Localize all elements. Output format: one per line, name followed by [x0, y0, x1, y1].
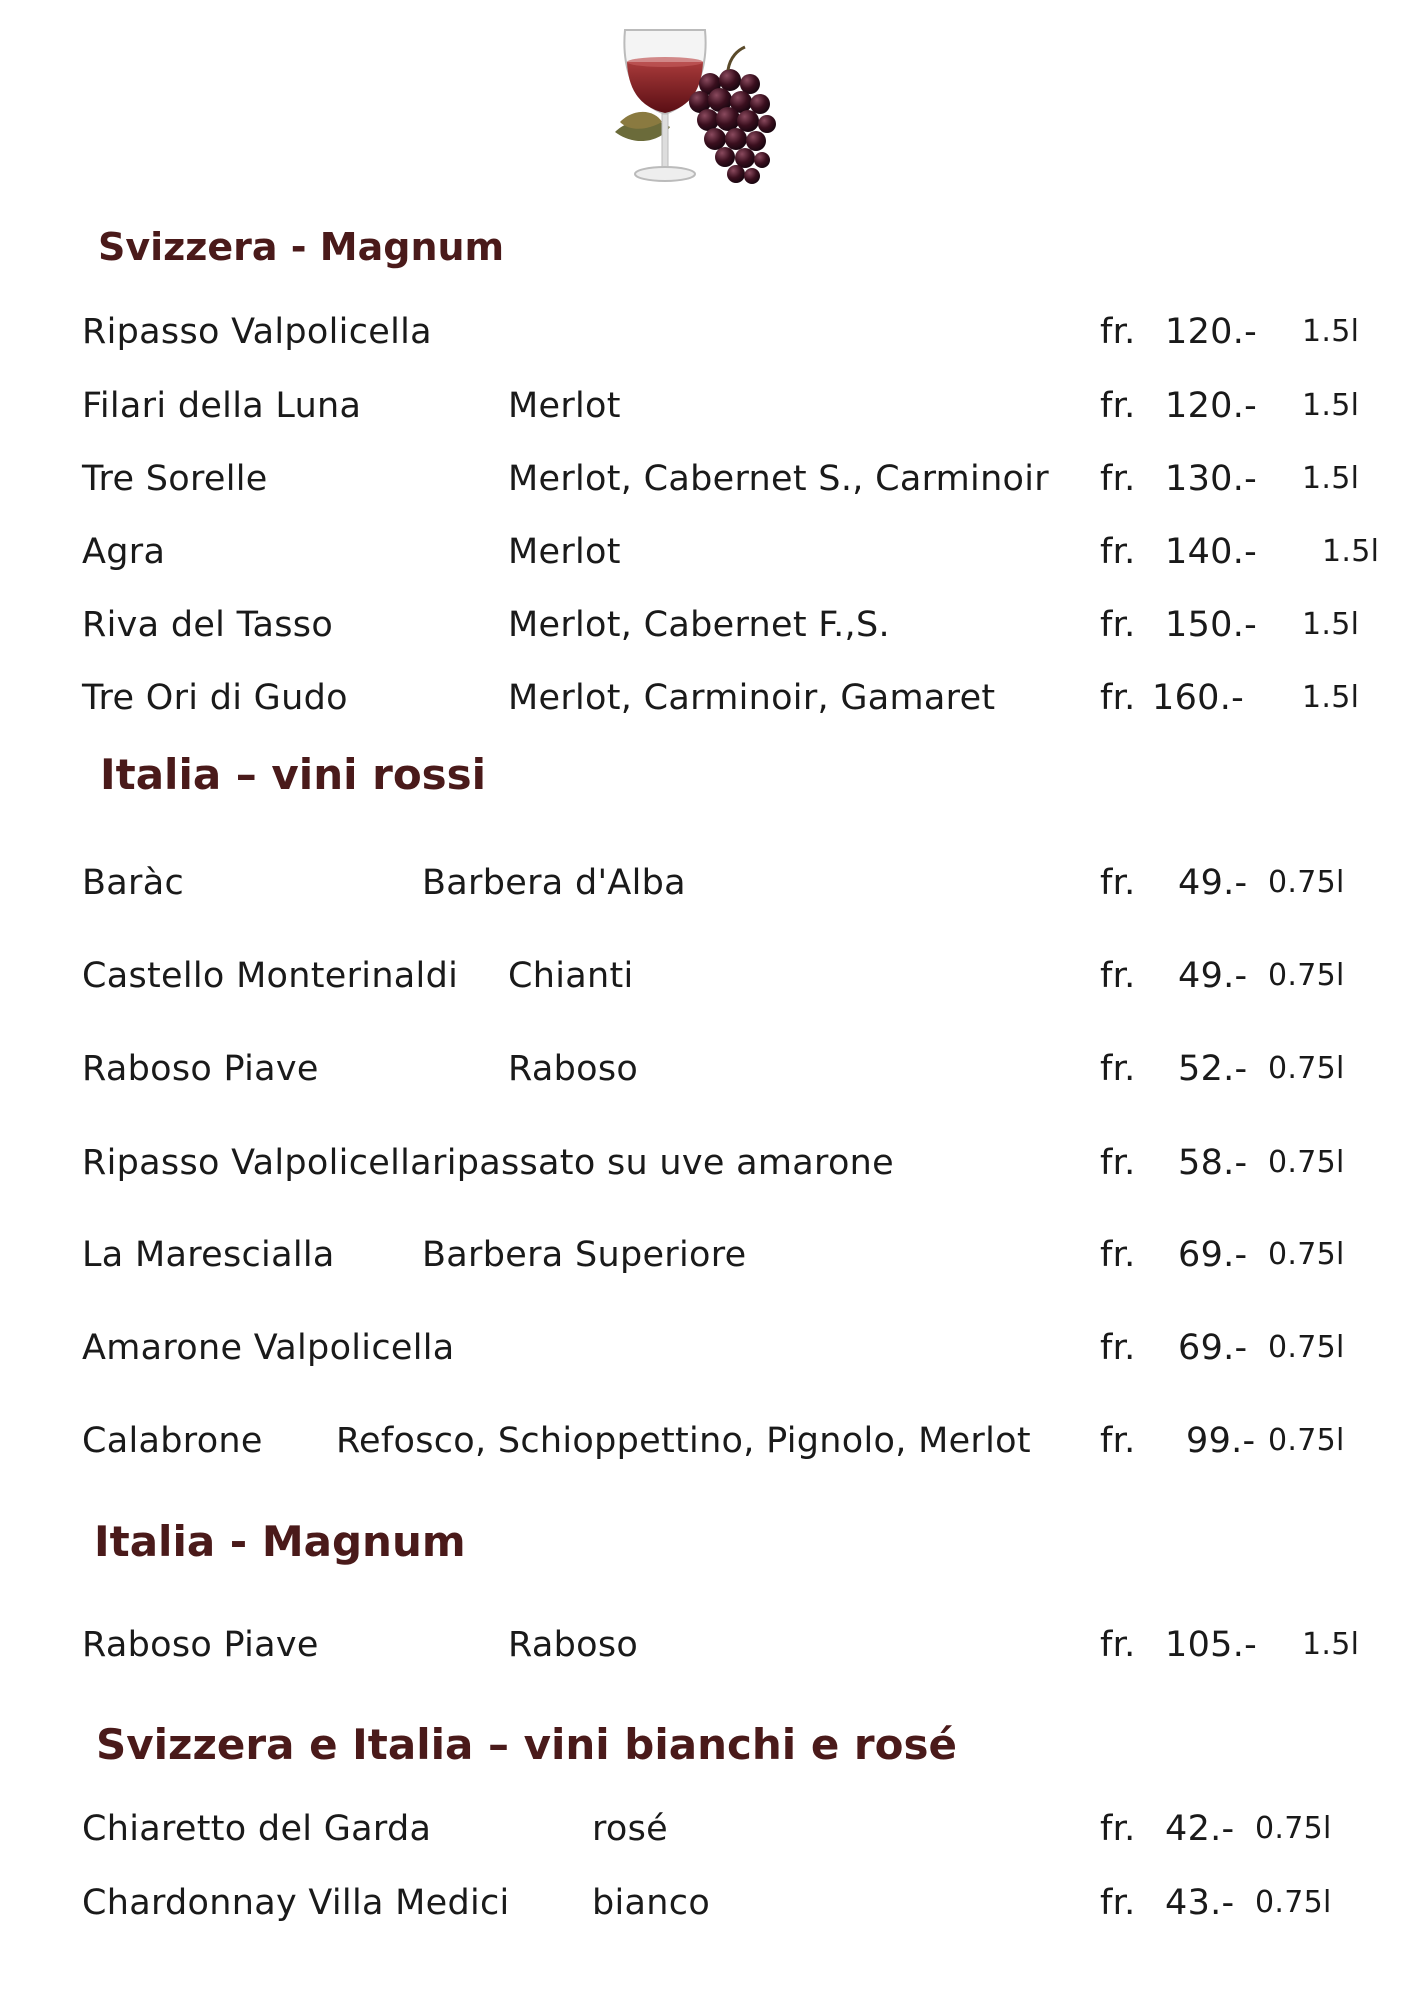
- currency: fr.: [1100, 1421, 1136, 1461]
- price: 43.-: [1165, 1883, 1235, 1923]
- price: 69.-: [1178, 1328, 1248, 1368]
- currency: fr.: [1100, 1049, 1136, 1089]
- wine-name: Ripasso Valpolicella: [82, 312, 432, 352]
- volume: 1.5l: [1322, 534, 1380, 569]
- price: 150.-: [1165, 605, 1258, 645]
- wine-name: Chardonnay Villa Medici: [82, 1883, 510, 1923]
- wine-row: [0, 1878, 1414, 1928]
- wine-name: Riva del Tasso: [82, 605, 334, 645]
- wine-row: [0, 1044, 1414, 1094]
- volume: 1.5l: [1302, 1627, 1360, 1662]
- currency: fr.: [1100, 386, 1136, 426]
- volume: 1.5l: [1302, 314, 1360, 349]
- wine-name: Ripasso Valpolicella: [82, 1143, 432, 1183]
- wine-row: [0, 381, 1414, 431]
- wine-row: [0, 1323, 1414, 1373]
- currency: fr.: [1100, 956, 1136, 996]
- volume: 0.75l: [1268, 865, 1345, 900]
- price: 105.-: [1165, 1625, 1258, 1665]
- volume: 1.5l: [1302, 461, 1360, 496]
- wine-row: [0, 454, 1414, 504]
- grape: Barbera d'Alba: [422, 863, 686, 903]
- volume: 0.75l: [1255, 1811, 1332, 1846]
- section-title-italia-magnum: Italia - Magnum: [94, 1517, 466, 1566]
- volume: 0.75l: [1268, 1237, 1345, 1272]
- currency: fr.: [1100, 532, 1136, 572]
- currency: fr.: [1100, 459, 1136, 499]
- price: 130.-: [1165, 459, 1258, 499]
- currency: fr.: [1100, 1235, 1136, 1275]
- wine-row: [0, 673, 1414, 723]
- price: 49.-: [1178, 956, 1248, 996]
- price: 120.-: [1165, 386, 1258, 426]
- grape: Raboso: [508, 1049, 639, 1089]
- currency: fr.: [1100, 863, 1136, 903]
- wine-name: Baràc: [82, 863, 185, 903]
- grape: Merlot, Cabernet F.,S.: [508, 605, 890, 645]
- price: 42.-: [1165, 1809, 1235, 1849]
- wine-row: [0, 1138, 1414, 1188]
- volume: 0.75l: [1268, 1330, 1345, 1365]
- wine-row: [0, 600, 1414, 650]
- grape: Merlot: [508, 532, 621, 572]
- grape: Merlot, Carminoir, Gamaret: [508, 678, 996, 718]
- wine-row: [0, 1230, 1414, 1280]
- currency: fr.: [1100, 312, 1136, 352]
- price: 140.-: [1165, 532, 1258, 572]
- grape: Raboso: [508, 1625, 639, 1665]
- wine-name: Calabrone: [82, 1421, 263, 1461]
- price: 52.-: [1178, 1049, 1248, 1089]
- volume: 1.5l: [1302, 607, 1360, 642]
- currency: fr.: [1100, 1328, 1136, 1368]
- wine-glass-grapes-icon: [600, 22, 790, 197]
- currency: fr.: [1100, 1809, 1136, 1849]
- volume: 0.75l: [1268, 1051, 1345, 1086]
- price: 120.-: [1165, 312, 1258, 352]
- grape: Merlot, Cabernet S., Carminoir: [508, 459, 1049, 499]
- price: 99.-: [1186, 1421, 1256, 1461]
- grape: Chianti: [508, 956, 634, 996]
- section-title-vini-bianchi-rose: Svizzera e Italia – vini bianchi e rosé: [96, 1720, 957, 1769]
- wine-name: Tre Ori di Gudo: [82, 678, 348, 718]
- price: 58.-: [1178, 1143, 1248, 1183]
- price: 160.-: [1152, 678, 1245, 718]
- wine-name: Raboso Piave: [82, 1625, 319, 1665]
- volume: 0.75l: [1268, 1423, 1345, 1458]
- grape: Refosco, Schioppettino, Pignolo, Merlot: [336, 1421, 1031, 1461]
- wine-name: Filari della Luna: [82, 386, 362, 426]
- currency: fr.: [1100, 1625, 1136, 1665]
- wine-name: Amarone Valpolicella: [82, 1328, 455, 1368]
- wine-row: [0, 1804, 1414, 1854]
- grape: bianco: [592, 1883, 711, 1923]
- wine-row: [0, 858, 1414, 908]
- price: 69.-: [1178, 1235, 1248, 1275]
- wine-name: Agra: [82, 532, 166, 572]
- wine-row: [0, 1620, 1414, 1670]
- volume: 1.5l: [1302, 388, 1360, 423]
- grape: Barbera Superiore: [422, 1235, 747, 1275]
- currency: fr.: [1100, 1883, 1136, 1923]
- grape: rosé: [592, 1809, 669, 1849]
- volume: 0.75l: [1268, 958, 1345, 993]
- wine-row: [0, 1416, 1414, 1466]
- wine-name: Raboso Piave: [82, 1049, 319, 1089]
- price: 49.-: [1178, 863, 1248, 903]
- grape: ripassato su uve amarone: [432, 1143, 894, 1183]
- volume: 0.75l: [1255, 1885, 1332, 1920]
- wine-name: La Marescialla: [82, 1235, 335, 1275]
- volume: 0.75l: [1268, 1145, 1345, 1180]
- section-title-svizzera-magnum: Svizzera - Magnum: [98, 225, 505, 269]
- volume: 1.5l: [1302, 680, 1360, 715]
- wine-name: Tre Sorelle: [82, 459, 268, 499]
- currency: fr.: [1100, 1143, 1136, 1183]
- wine-row: [0, 951, 1414, 1001]
- section-title-italia-vini-rossi: Italia – vini rossi: [100, 750, 487, 799]
- grape: Merlot: [508, 386, 621, 426]
- currency: fr.: [1100, 605, 1136, 645]
- wine-name: Castello Monterinaldi: [82, 956, 459, 996]
- wine-name: Chiaretto del Garda: [82, 1809, 432, 1849]
- wine-row: [0, 527, 1414, 577]
- wine-row: [0, 307, 1414, 357]
- currency: fr.: [1100, 678, 1136, 718]
